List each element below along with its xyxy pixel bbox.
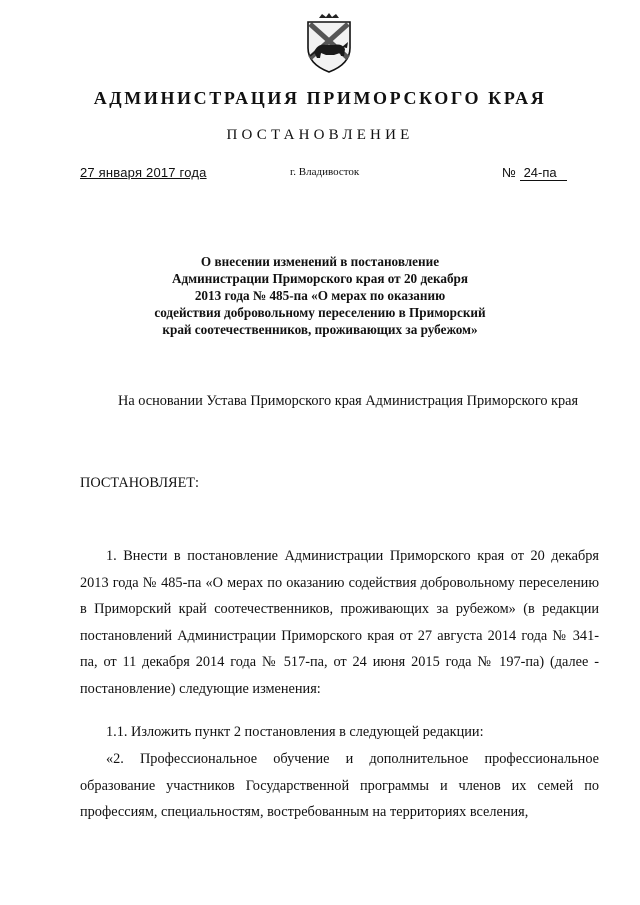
document-type: ПОСТАНОВЛЕНИЕ [226, 127, 414, 143]
basis-paragraph: На основании Устава Приморского края Администрация Приморского края [118, 393, 579, 409]
item-1-1-paragraph: 1.1. Изложить пункт 2 постановления в следующей редакции: [106, 724, 484, 740]
number-sign: № [502, 165, 516, 180]
title-line: содействия добровольному переселению в Приморский [154, 305, 486, 320]
document-city: г. Владивосток [290, 166, 360, 178]
document-date: 27 января 2017 года [80, 165, 207, 180]
title-line: Администрации Приморского края от 20 декабря [171, 271, 469, 286]
resolves-heading: ПОСТАНОВЛЯЕТ: [80, 475, 200, 491]
primorsky-krai-coat-of-arms-icon [304, 12, 354, 74]
authority-name: АДМИНИСТРАЦИЯ ПРИМОРСКОГО КРАЯ [93, 88, 547, 108]
item-1-paragraph: 1. Внести в постановление Администрации Приморского края от 20 декабря 2013 года № 485-па «О мерах по оказанию содействия добровольному переселению в Приморский край соотечественников, проживающих за рубежом» (в редакции постановлений Администрации Приморского края от 27 августа 2014 года № 341-па, от 11 декабря 2014 года № 517-па, от 24 июня 2015 года № 197-па) (далее - постановление) следующие изменения: [80, 548, 599, 697]
title-line: 2013 года № 485-па «О мерах по оказанию [194, 288, 446, 303]
item-2-paragraph: «2. Профессиональное обучение и дополнительное профессиональное образование участников Государственной программы и членов их семей по профессиям, специальностям, востребованным на территориях вселения, [80, 751, 599, 820]
title-line: край соотечественников, проживающих за рубежом» [162, 322, 478, 337]
number-value: 24-па [520, 165, 567, 181]
document-title [120, 253, 520, 338]
title-line: О внесении изменений в постановление [200, 254, 440, 269]
document-number [502, 165, 567, 181]
